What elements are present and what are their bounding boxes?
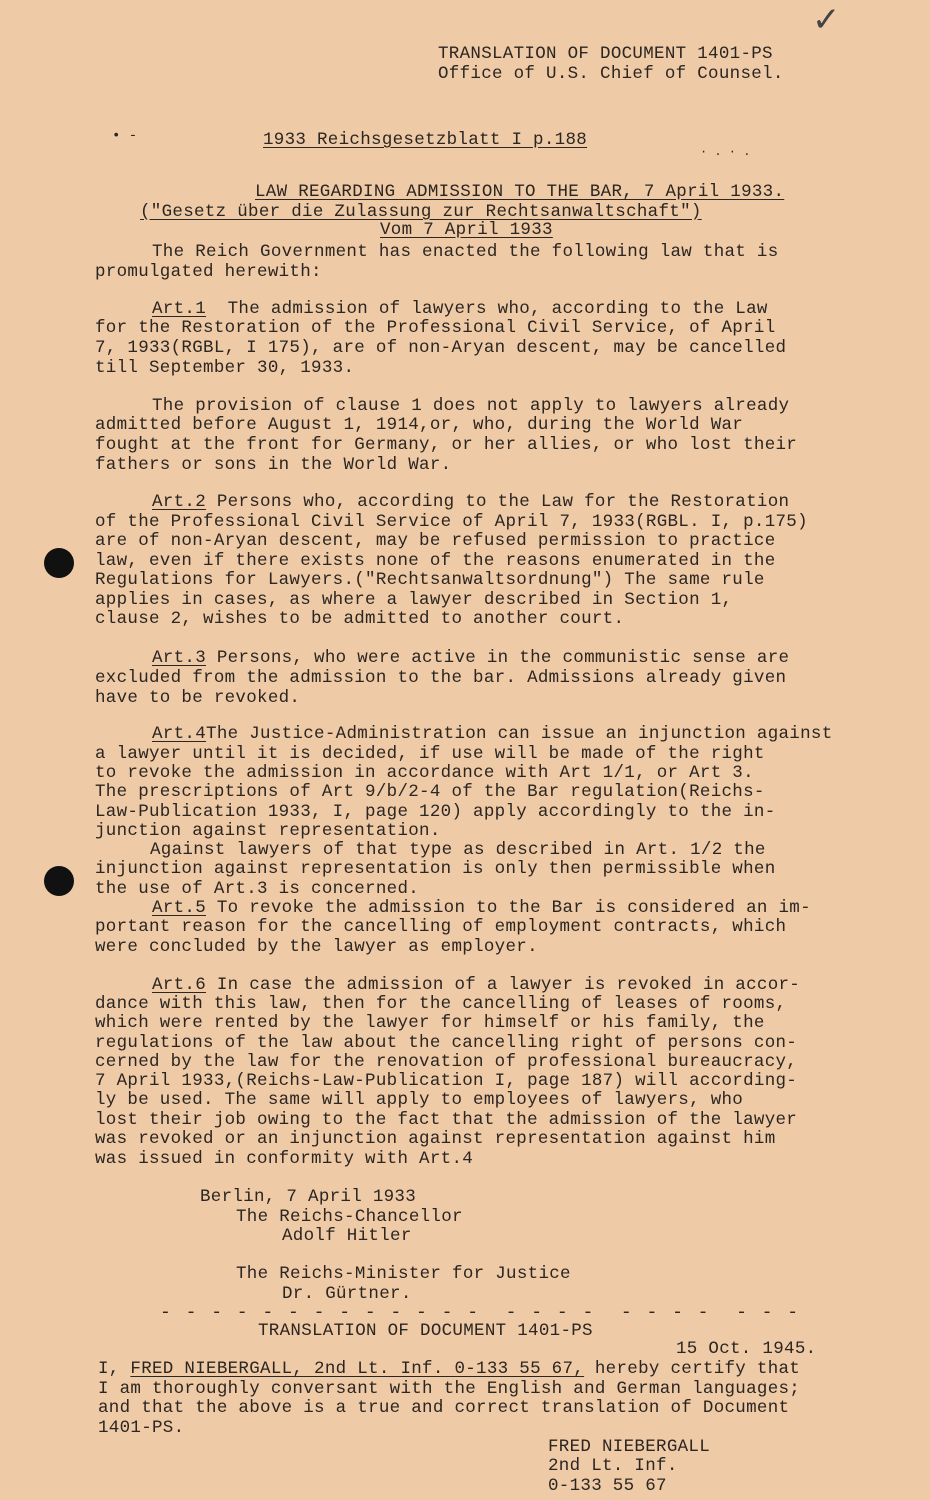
art3-label: Art.3: [152, 648, 207, 668]
certification-line-2: I am thoroughly conversant with the English and German languages;: [98, 1379, 801, 1399]
art6-line: regulations of the law about the cancelling right of persons con-: [95, 1033, 798, 1053]
certification-date: 15 Oct. 1945.: [676, 1339, 817, 1359]
art1-clause2-line: admitted before August 1, 1914,or, who, during the World War: [95, 415, 744, 435]
art4-line: the use of Art.3 is concerned.: [95, 879, 420, 899]
signer-rank: 2nd Lt. Inf.: [548, 1456, 678, 1476]
art1-first-line: [152, 299, 768, 319]
art4-line: The prescriptions of Art 9/b/2-4 of the Bar regulation(Reichs-: [95, 782, 765, 802]
specks-left: • -: [112, 128, 138, 144]
art6-line: 7 April 1933,(Reichs-Law-Publication I, page 187) will according-: [95, 1071, 798, 1091]
art1-line: for the Restoration of the Professional Civil Service, of April: [95, 318, 776, 338]
art1-clause2-line: The provision of clause 1 does not apply to lawyers already: [152, 396, 790, 416]
art1-label: Art.1: [152, 299, 207, 319]
art6-label: Art.6: [152, 975, 207, 995]
art2-line: of the Professional Civil Service of April 7, 1933(RGBL. I, p.175): [95, 512, 808, 532]
minister-name: Dr. Gürtner.: [282, 1284, 412, 1304]
art4-label: Art.4: [152, 724, 207, 744]
art1-line: till September 30, 1933.: [95, 358, 355, 378]
art4-line: junction against representation.: [95, 821, 441, 841]
certification-line-3: and that the above is a true and correct translation of Document: [98, 1398, 790, 1418]
art6-line: dance with this law, then for the cancelling of leases of rooms,: [95, 994, 787, 1014]
art4-first-line: [152, 724, 833, 744]
art6-first-line: [152, 975, 800, 995]
punch-hole: [44, 866, 74, 896]
art6-line: which were rented by the lawyer for himself or his family, the: [95, 1013, 765, 1033]
art5-line: were concluded by the lawyer as employer.: [95, 937, 538, 957]
certification-heading: TRANSLATION OF DOCUMENT 1401-PS: [258, 1321, 593, 1341]
art5-line: portant reason for the cancelling of employment contracts, which: [95, 917, 787, 937]
art2-line: law, even if there exists none of the reasons enumerated in the: [95, 551, 776, 571]
art4-line: injunction against representation is only then permissible when: [95, 859, 776, 879]
art2-line: Regulations for Lawyers.("Rechtsanwaltsordnung") The same rule: [95, 570, 765, 590]
art2-label: Art.2: [152, 492, 207, 512]
art3-line: excluded from the admission to the bar. Admissions already given: [95, 668, 787, 688]
specks-right: · . · .: [700, 145, 751, 159]
art2-line: applies in cases, as where a lawyer described in Section 1,: [95, 590, 733, 610]
art4-line: to revoke the admission in accordance with Art 1/1, or Art 3.: [95, 763, 754, 783]
art2-first-line: [152, 492, 789, 512]
art5-label: Art.5: [152, 898, 207, 918]
check-mark: ✓: [812, 0, 841, 40]
preamble-line: The Reich Government has enacted the following law that is: [152, 242, 779, 262]
signer-name: FRED NIEBERGALL: [548, 1437, 711, 1457]
art6-line: In case the admission of a lawyer is revoked in accor-: [206, 975, 801, 995]
art3-line: Persons, who were active in the communistic sense are: [206, 648, 790, 668]
punch-hole: [44, 548, 74, 578]
art6-line: ly be used. The same will apply to employees of lawyers, who: [95, 1090, 744, 1110]
certifier-name: FRED NIEBERGALL, 2nd Lt. Inf. 0-133 55 67,: [130, 1359, 585, 1379]
preamble-line: promulgated herewith:: [95, 262, 322, 282]
title-line-1: LAW REGARDING ADMISSION TO THE BAR, 7 April 1933.: [255, 182, 785, 202]
separator-dashes: - - - - - - - - - - - - - - - - - - - - - - - -: [160, 1303, 801, 1323]
art1-line: 7, 1933(RGBL, I 175), are of non-Aryan descent, may be cancelled: [95, 338, 787, 358]
chancellor-title: The Reichs-Chancellor: [236, 1207, 463, 1227]
art6-line: lost their job owing to the fact that the admission of the lawyer: [95, 1110, 798, 1130]
art6-line: was revoked or an injunction against representation against him: [95, 1129, 776, 1149]
art1-clause2-line: fought at the front for Germany, or her allies, or who lost their: [95, 435, 798, 455]
art4-line: a lawyer until it is decided, if use will be made of the right: [95, 744, 765, 764]
art4-line: The Justice-Administration can issue an injunction against: [206, 724, 833, 744]
header-line-1: TRANSLATION OF DOCUMENT 1401-PS: [438, 44, 773, 64]
art2-line: are of non-Aryan descent, may be refused permission to practice: [95, 531, 776, 551]
art4-line: Law-Publication 1933, I, page 120) apply accordingly to the in-: [95, 802, 776, 822]
art6-line: was issued in conformity with Art.4: [95, 1149, 474, 1169]
art3-first-line: [152, 648, 789, 668]
certification-line-4: 1401-PS.: [98, 1418, 185, 1438]
art2-line: Persons who, according to the Law for the Restoration: [206, 492, 790, 512]
minister-title: The Reichs-Minister for Justice: [236, 1264, 571, 1284]
art5-first-line: [152, 898, 811, 918]
art4-line: Against lawyers of that type as described in Art. 1/2 the: [150, 840, 766, 860]
art1-line: The admission of lawyers who, according to the Law: [206, 299, 768, 319]
certification-suffix: hereby certify that: [584, 1359, 801, 1379]
title-line-2: ("Gesetz über die Zulassung zur Rechtsanwaltschaft"): [140, 202, 702, 222]
citation: 1933 Reichsgesetzblatt I p.188: [263, 130, 588, 150]
art3-line: have to be revoked.: [95, 688, 301, 708]
signer-serial: 0-133 55 67: [548, 1476, 667, 1496]
art6-line: cerned by the law for the renovation of professional bureaucracy,: [95, 1052, 798, 1072]
certification-line-1: [98, 1359, 800, 1379]
art1-clause2-line: fathers or sons in the World War.: [95, 455, 452, 475]
chancellor-name: Adolf Hitler: [282, 1226, 412, 1246]
certification-prefix: I,: [98, 1359, 131, 1379]
art5-line: To revoke the admission to the Bar is considered an im-: [206, 898, 811, 918]
header-line-2: Office of U.S. Chief of Counsel.: [438, 64, 784, 84]
art2-line: clause 2, wishes to be admitted to another court.: [95, 609, 625, 629]
signature-place-date: Berlin, 7 April 1933: [200, 1187, 417, 1207]
title-line-3: Vom 7 April 1933: [380, 220, 553, 240]
